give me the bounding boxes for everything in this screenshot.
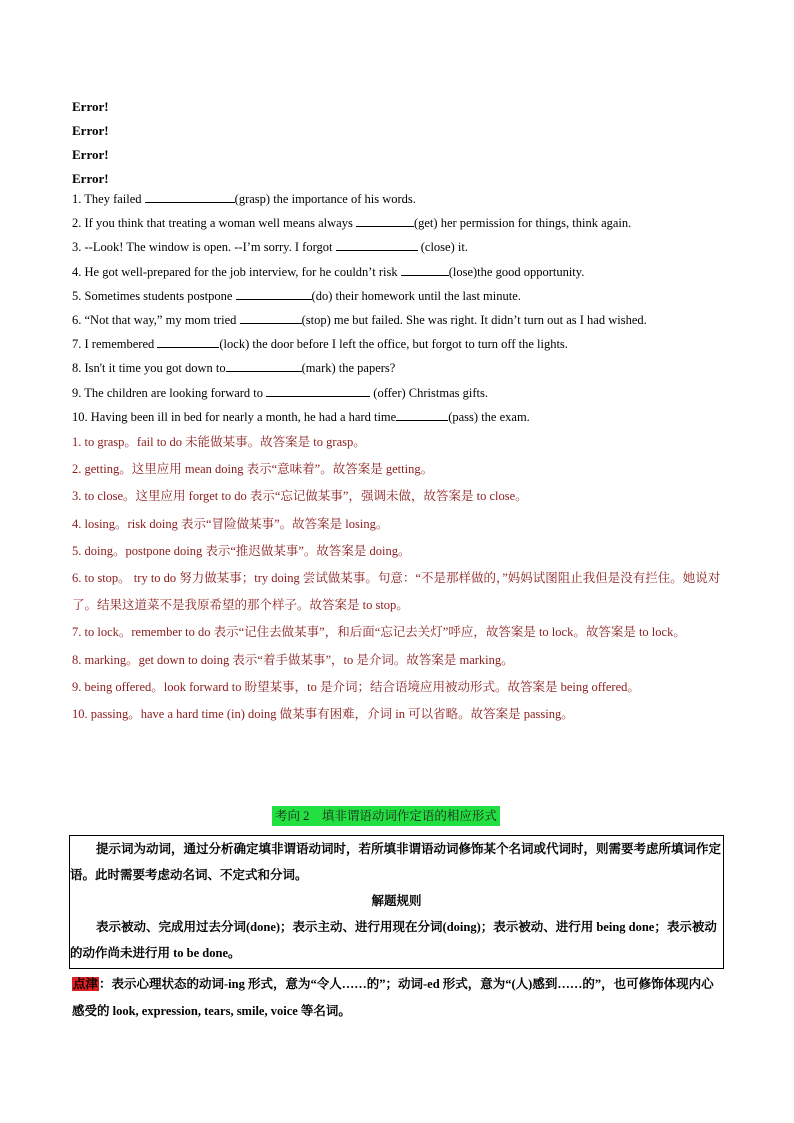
question-list bbox=[72, 187, 732, 429]
error-text: Error! bbox=[72, 123, 109, 138]
question-4: 4. He got well-prepared for the job interview, for he couldn’t risk (lose)the good opportunity. bbox=[72, 264, 585, 279]
question-6: 6. “Not that way,” my mom tried (stop) me but failed. She was right. It didn’t turn out as I had wished. bbox=[72, 312, 647, 327]
rules-paragraph: 表示被动、完成用过去分词(done)；表示主动、进行用现在分词(doing)；表示被动、进行用 being done；表示被动的动作尚未进行用 to be done。 bbox=[70, 920, 717, 960]
answer-5: 5. doing。postpone doing 表示“推迟做某事”。故答案是 doing。 bbox=[72, 543, 411, 558]
answer-blank bbox=[240, 311, 302, 324]
answer-blank bbox=[396, 408, 448, 421]
answer-blank bbox=[226, 359, 302, 372]
question-7: 7. I remembered (lock) the door before I left the office, but forgot to turn off the lights. bbox=[72, 337, 568, 352]
tip-tag: 点津 bbox=[73, 977, 99, 991]
answer-6: 6. to stop。 try to do 努力做某事；try doing 尝试做某事。句意：“不是那样做的，”妈妈试图阻止我但是没有拦住。她说对了。结果这道菜不是我原希望的那个样子。故答案是 to stop。 bbox=[72, 571, 721, 613]
error-text: Error! bbox=[72, 99, 109, 114]
answer-blank bbox=[401, 263, 449, 276]
question-9: 9. The children are looking forward to (offer) Christmas gifts. bbox=[72, 385, 488, 400]
question-5: 5. Sometimes students postpone (do) their homework until the last minute. bbox=[72, 288, 521, 303]
answer-blank bbox=[266, 384, 370, 397]
answer-4: 4. losing。risk doing 表示“冒险做某事”。故答案是 losing。 bbox=[72, 516, 389, 531]
answer-blank bbox=[336, 238, 418, 251]
answer-blank bbox=[236, 287, 312, 300]
answer-3: 3. to close。这里应用 forget to do 表示“忘记做某事”，强调未做，故答案是 to close。 bbox=[72, 489, 528, 504]
question-8: 8. Isn't it time you got down to (mark) the papers? bbox=[72, 361, 396, 376]
answer-1: 1. to grasp。fail to do 未能做某事。故答案是 to grasp。 bbox=[72, 435, 366, 449]
error-list bbox=[72, 95, 109, 191]
section-title: 考向 2 填非谓语动词作定语的相应形式 bbox=[272, 806, 500, 826]
answer-9: 9. being offered。look forward to 盼望某事，to 是介词；结合语境应用被动形式。故答案是 being offered。 bbox=[72, 679, 640, 694]
answer-blank bbox=[356, 214, 414, 227]
rules-heading: 解题规则 bbox=[371, 894, 422, 908]
question-2: 2. If you think that treating a woman well means always (get) her permission for things, think again. bbox=[72, 216, 632, 231]
tip-paragraph bbox=[72, 971, 724, 1025]
answer-list bbox=[72, 429, 724, 728]
error-text: Error! bbox=[72, 171, 109, 186]
answer-10: 10. passing。have a hard time (in) doing 做某事有困难，介词 in 可以省略。故答案是 passing。 bbox=[72, 707, 574, 722]
rules-box bbox=[69, 835, 724, 969]
error-text: Error! bbox=[72, 147, 109, 162]
tip-text: ：表示心理状态的动词-ing 形式，意为“令人……的”；动词-ed 形式，意为“(人)感到……的”，也可修饰体现内心感受的 look, expression, tears, smile, voice 等名词。 bbox=[72, 977, 714, 1018]
answer-blank bbox=[157, 335, 219, 348]
answer-2: 2. getting。这里应用 mean doing 表示“意味着”。故答案是 getting。 bbox=[72, 462, 434, 477]
answer-8: 8. marking。get down to doing 表示“着手做某事”，to 是介词。故答案是 marking。 bbox=[72, 652, 514, 667]
question-3: 3. --Look! The window is open. --I’m sorry. I forgot (close) it. bbox=[72, 240, 468, 255]
question-1: 1. They failed (grasp) the importance of his words. bbox=[72, 192, 416, 206]
answer-7: 7. to lock。remember to do 表示“记住去做某事”，和后面“忘记去关灯”呼应，故答案是 to lock。故答案是 to lock。 bbox=[72, 625, 686, 640]
question-10: 10. Having been ill in bed for nearly a month, he had a hard time (pass) the exam. bbox=[72, 409, 530, 424]
answer-blank bbox=[145, 190, 235, 203]
hint-paragraph: 提示词为动词，通过分析确定填非谓语动词时，若所填非谓语动词修饰某个名词或代词时，则需要考虑所填词作定语。此时需要考虑动名词、不定式和分词。 bbox=[70, 842, 722, 882]
